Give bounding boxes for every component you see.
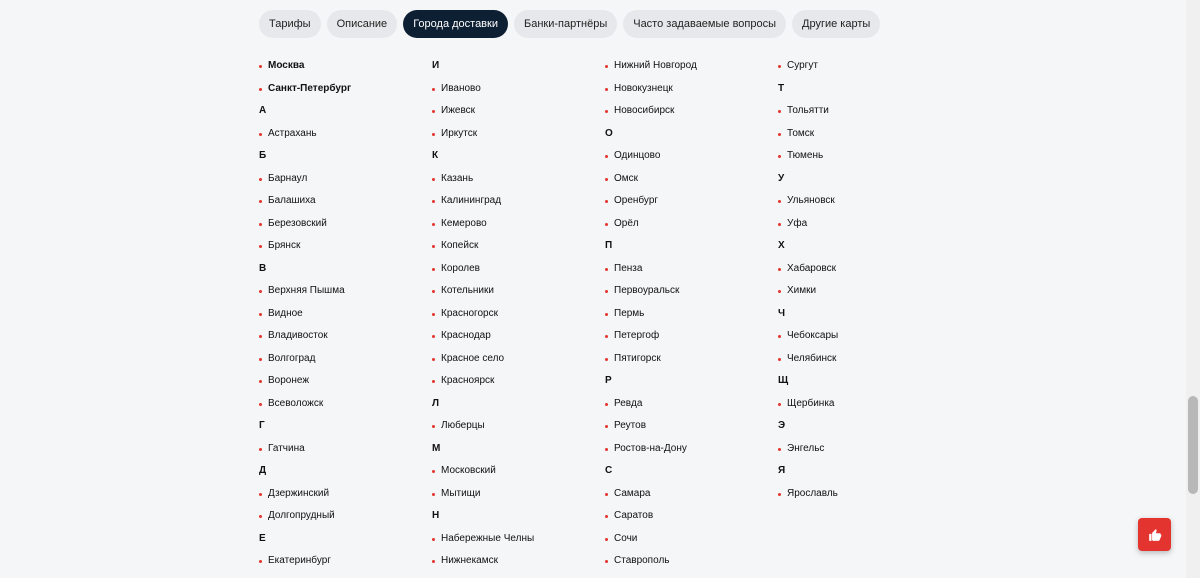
tab-delivery-cities[interactable]: Города доставки	[403, 10, 508, 38]
city-link[interactable]: Ставрополь	[605, 550, 697, 573]
city-link[interactable]: Сочи	[605, 528, 697, 551]
city-link[interactable]: Щербинка	[778, 393, 838, 416]
city-link[interactable]: Тюмень	[778, 145, 838, 168]
city-link[interactable]: Видное	[259, 303, 351, 326]
city-link[interactable]: Долгопрудный	[259, 505, 351, 528]
city-link[interactable]: Саратов	[605, 505, 697, 528]
city-link[interactable]: Астрахань	[259, 123, 351, 146]
city-link[interactable]: Оренбург	[605, 190, 697, 213]
scrollbar-thumb[interactable]	[1188, 396, 1198, 494]
letter-heading: Р	[605, 375, 612, 386]
city-link[interactable]: Копейск	[432, 235, 534, 258]
letter-heading: Э	[778, 420, 786, 431]
letter-heading: П	[605, 240, 613, 251]
city-link[interactable]: Калининград	[432, 190, 534, 213]
tab-faq[interactable]: Часто задаваемые вопросы	[623, 10, 786, 38]
city-link[interactable]: Мытищи	[432, 483, 534, 506]
letter-heading: А	[259, 105, 267, 116]
city-link[interactable]: Московский	[432, 460, 534, 483]
cities-column-2	[432, 55, 534, 573]
city-link[interactable]: Новокузнецк	[605, 78, 697, 101]
letter-heading: Щ	[778, 375, 789, 386]
city-link[interactable]: Химки	[778, 280, 838, 303]
letter-heading: Ч	[778, 307, 786, 319]
letter-heading: Л	[432, 397, 440, 409]
tab-tariffs[interactable]: Тарифы	[259, 10, 321, 38]
city-link[interactable]: Всеволожск	[259, 393, 351, 416]
letter-heading: Н	[432, 510, 440, 521]
city-link[interactable]: Брянск	[259, 235, 351, 258]
city-link[interactable]: Пенза	[605, 258, 697, 281]
city-link[interactable]: Иваново	[432, 78, 534, 101]
tab-partner-banks[interactable]: Банки-партнёры	[514, 10, 617, 38]
city-link[interactable]: Ярославль	[778, 483, 838, 506]
thumbs-up-icon	[1148, 528, 1162, 542]
city-link[interactable]: Волгоград	[259, 348, 351, 371]
city-link[interactable]: Тольятти	[778, 100, 838, 123]
letter-heading: Д	[259, 465, 267, 476]
city-link[interactable]: Москва	[259, 55, 351, 78]
city-link[interactable]: Томск	[778, 123, 838, 146]
letter-heading: Е	[259, 532, 266, 544]
city-link[interactable]: Одинцово	[605, 145, 697, 168]
city-link[interactable]: Санкт-Петербург	[259, 78, 351, 101]
city-link[interactable]: Нижний Новгород	[605, 55, 697, 78]
scrollbar[interactable]	[1186, 0, 1200, 578]
letter-heading: О	[605, 127, 613, 139]
city-link[interactable]: Королев	[432, 258, 534, 281]
city-link[interactable]: Нижнекамск	[432, 550, 534, 573]
city-link[interactable]: Уфа	[778, 213, 838, 236]
city-link[interactable]: Ревда	[605, 393, 697, 416]
city-link[interactable]: Петергоф	[605, 325, 697, 348]
city-link[interactable]: Набережные Челны	[432, 528, 534, 551]
city-link[interactable]: Челябинск	[778, 348, 838, 371]
city-link[interactable]: Воронеж	[259, 370, 351, 393]
city-link[interactable]: Красногорск	[432, 303, 534, 326]
letter-heading: Т	[778, 82, 785, 94]
city-link[interactable]: Ижевск	[432, 100, 534, 123]
city-link[interactable]: Котельники	[432, 280, 534, 303]
letter-heading: И	[432, 60, 440, 71]
city-link[interactable]: Кемерово	[432, 213, 534, 236]
letter-heading: Б	[259, 150, 267, 161]
city-link[interactable]: Иркутск	[432, 123, 534, 146]
city-link[interactable]: Сургут	[778, 55, 838, 78]
city-link[interactable]: Ульяновск	[778, 190, 838, 213]
letter-heading: Я	[778, 465, 786, 476]
city-link[interactable]: Пермь	[605, 303, 697, 326]
city-link[interactable]: Люберцы	[432, 415, 534, 438]
letter-heading: Х	[778, 240, 785, 251]
city-link[interactable]: Энгельс	[778, 438, 838, 461]
city-link[interactable]: Хабаровск	[778, 258, 838, 281]
cities-column-3	[605, 55, 697, 573]
city-link[interactable]: Гатчина	[259, 438, 351, 461]
city-link[interactable]: Балашиха	[259, 190, 351, 213]
city-link[interactable]: Дзержинский	[259, 483, 351, 506]
tab-other-cards[interactable]: Другие карты	[792, 10, 880, 38]
city-link[interactable]: Ростов-на-Дону	[605, 438, 697, 461]
city-link[interactable]: Пятигорск	[605, 348, 697, 371]
city-link[interactable]: Самара	[605, 483, 697, 506]
city-link[interactable]: Омск	[605, 168, 697, 191]
city-link[interactable]: Верхняя Пышма	[259, 280, 351, 303]
letter-heading: М	[432, 442, 441, 454]
city-link[interactable]: Краснодар	[432, 325, 534, 348]
city-link[interactable]: Барнаул	[259, 168, 351, 191]
city-link[interactable]: Березовский	[259, 213, 351, 236]
letter-heading: С	[605, 465, 613, 476]
city-link[interactable]: Первоуральск	[605, 280, 697, 303]
city-link[interactable]: Реутов	[605, 415, 697, 438]
city-link[interactable]: Владивосток	[259, 325, 351, 348]
city-link[interactable]: Казань	[432, 168, 534, 191]
feedback-button[interactable]	[1138, 518, 1171, 551]
city-link[interactable]: Красное село	[432, 348, 534, 371]
cities-column-1	[259, 55, 351, 573]
cities-column-4	[778, 55, 838, 505]
city-link[interactable]: Орёл	[605, 213, 697, 236]
tab-description[interactable]: Описание	[327, 10, 398, 38]
city-link[interactable]: Чебоксары	[778, 325, 838, 348]
letter-heading: В	[259, 262, 267, 274]
city-link[interactable]: Красноярск	[432, 370, 534, 393]
city-link[interactable]: Екатеринбург	[259, 550, 351, 573]
city-link[interactable]: Новосибирск	[605, 100, 697, 123]
tabs-bar	[259, 10, 880, 38]
letter-heading: К	[432, 150, 439, 161]
letter-heading: Г	[259, 420, 265, 431]
letter-heading: У	[778, 172, 785, 184]
